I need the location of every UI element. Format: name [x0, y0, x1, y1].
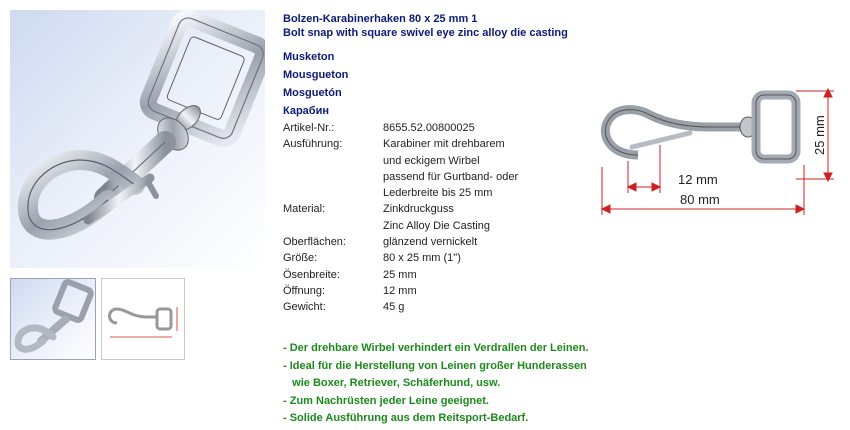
product-names	[283, 48, 348, 120]
spec-value	[383, 250, 518, 266]
spec-label: Öffnung:	[283, 284, 325, 297]
spec-value-line: glänzend vernickelt	[383, 236, 478, 249]
feature-item: - Der drehbare Wirbel verhindert ein Verdrallen der Leinen.	[283, 342, 589, 354]
dim-height-label: 25 mm	[812, 115, 827, 155]
spec-value-line: 8655.52.00800025	[383, 122, 475, 134]
dimension-thumb-image	[102, 279, 185, 360]
feature-item: wie Boxer, Retriever, Schäferhund, usw.	[283, 377, 501, 390]
thumbnail-drawing[interactable]	[101, 278, 185, 360]
spec-row	[283, 250, 518, 266]
spec-value-line: passend für Gurtband- oder	[383, 170, 519, 183]
spec-label: Ausführung:	[283, 138, 343, 151]
carabiner-image	[10, 10, 265, 268]
spec-row	[283, 267, 518, 283]
dimension-drawing	[590, 85, 840, 225]
dim-opening-label: 12 mm	[678, 172, 718, 187]
spec-value-line: 25 mm	[383, 268, 417, 281]
spec-label: Gewicht:	[283, 301, 326, 314]
spec-row	[283, 201, 518, 234]
spec-row	[283, 234, 518, 250]
spec-label: Größe:	[283, 252, 318, 265]
spec-value	[383, 267, 518, 283]
product-name: Musketon	[283, 51, 335, 63]
spec-value-line: Karabiner mit drehbarem	[383, 138, 505, 151]
spec-value-line: Lederbreite bis 25 mm	[383, 187, 493, 200]
spec-value	[383, 234, 518, 250]
spec-value	[383, 136, 518, 201]
spec-value-line: 12 mm	[383, 284, 417, 297]
thumbnail-photo[interactable]	[10, 278, 96, 360]
spec-label: Material:	[283, 203, 326, 216]
spec-label: Artikel-Nr.:	[283, 122, 335, 134]
carabiner-thumb-image	[11, 279, 96, 360]
product-title-de: Bolzen-Karabinerhaken 80 x 25 mm 1	[283, 13, 478, 25]
dim-length-label: 80 mm	[680, 192, 720, 207]
feature-item: - Solide Ausführung aus dem Reitsport-Bedarf.	[283, 412, 529, 425]
spec-label: Ösenbreite:	[283, 268, 340, 281]
spec-value	[383, 201, 518, 234]
product-title-en: Bolt snap with square swivel eye zinc alloy die casting	[283, 27, 568, 39]
product-name: Карабин	[283, 105, 330, 117]
dimension-drawing-svg	[590, 85, 840, 220]
feature-list	[283, 340, 589, 428]
product-photo	[10, 10, 265, 268]
spec-row	[283, 283, 518, 299]
spec-value-line: Zinc Alloy Die Casting	[383, 219, 490, 232]
specs-table	[283, 120, 518, 316]
spec-row	[283, 120, 518, 136]
spec-row	[283, 299, 518, 315]
spec-label: Oberflächen:	[283, 236, 346, 249]
product-name: Mosguetón	[283, 87, 342, 99]
spec-value-line: 45 g	[383, 301, 405, 314]
feature-item: - Zum Nachrüsten jeder Leine geeignet.	[283, 394, 489, 407]
spec-value	[383, 299, 518, 315]
spec-row	[283, 136, 518, 201]
spec-value-line: Zinkdruckguss	[383, 203, 454, 216]
spec-value	[383, 283, 518, 299]
spec-value	[383, 120, 518, 136]
product-name: Mousgueton	[283, 69, 349, 81]
spec-value-line: und eckigem Wirbel	[383, 154, 480, 167]
feature-item: - Ideal für die Herstellung von Leinen großer Hunderassen	[283, 359, 587, 372]
spec-value-line: 80 x 25 mm (1")	[383, 252, 461, 265]
